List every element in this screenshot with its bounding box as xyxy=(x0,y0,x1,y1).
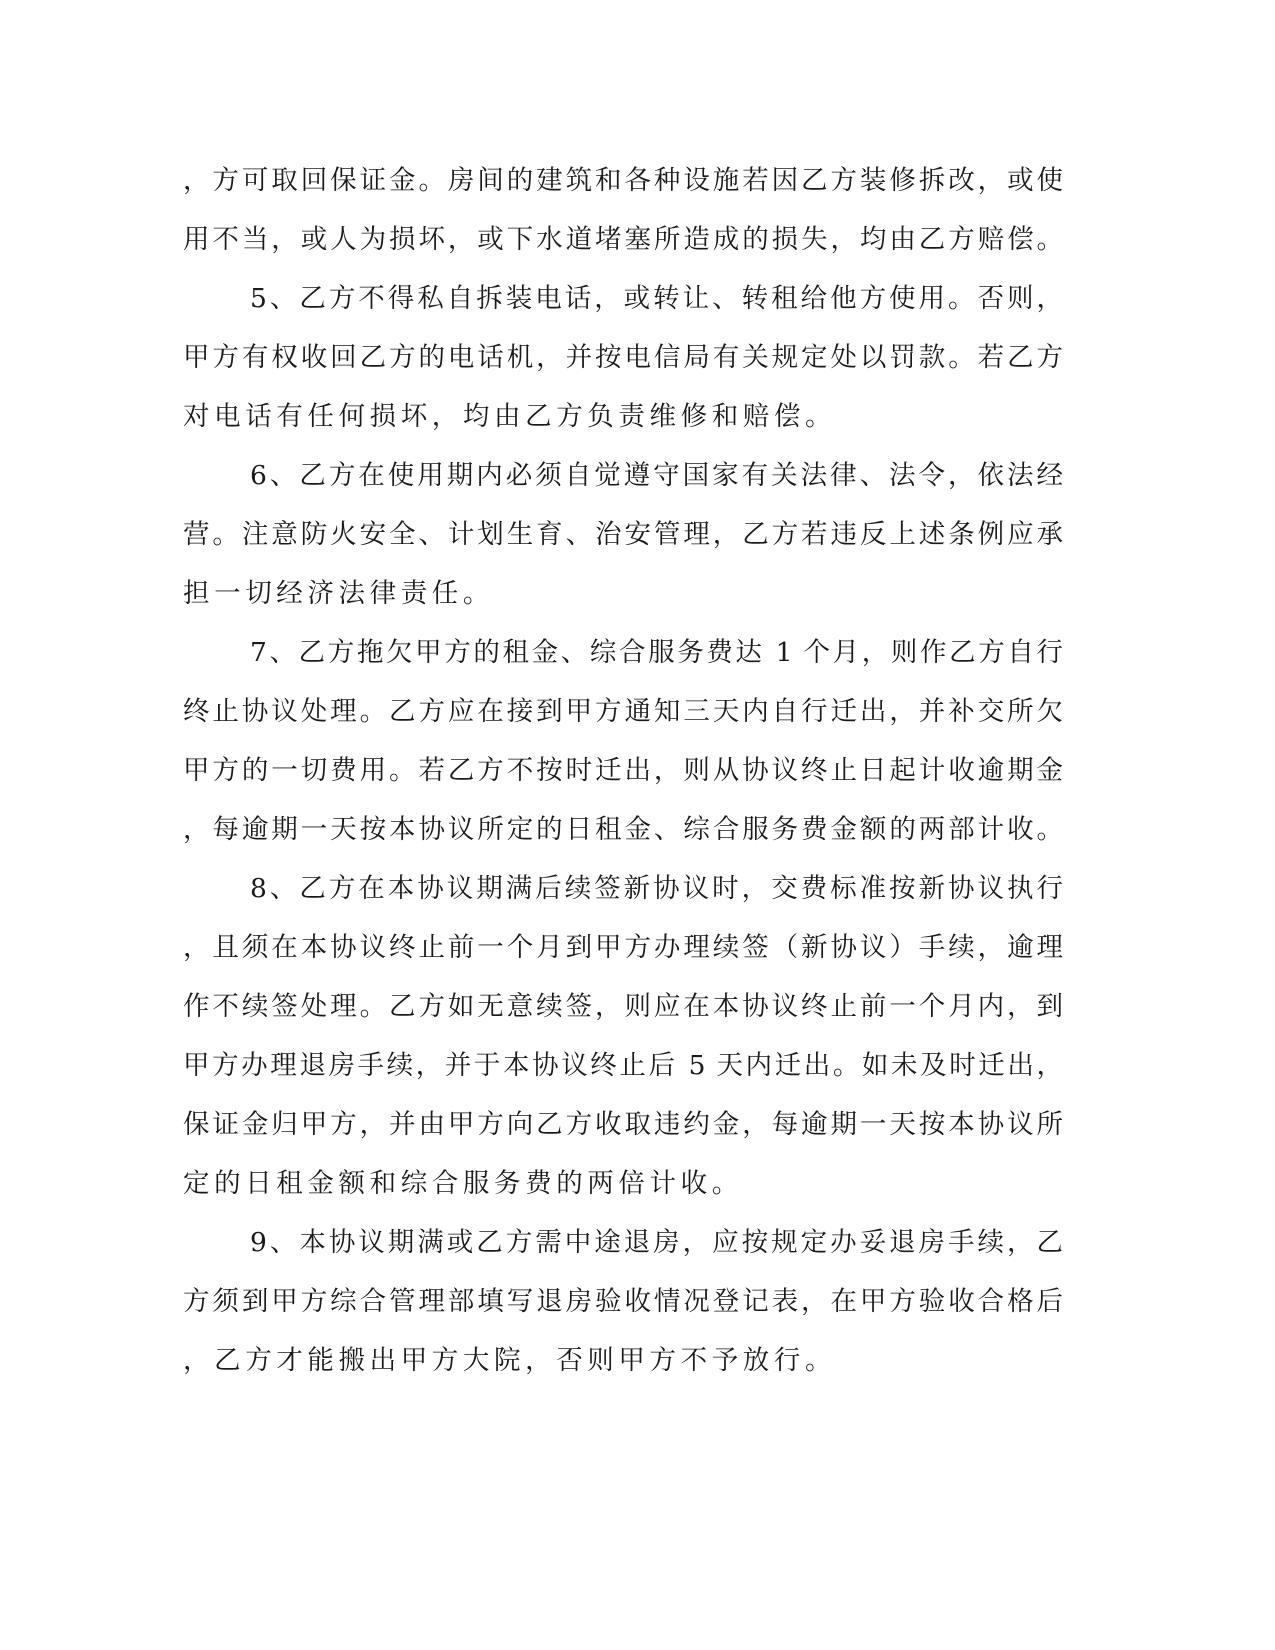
clause-8-first-line: 8、乙方在本协议期满后续签新协议时，交费标准按新协议执行 xyxy=(250,873,1063,904)
text-line: 对电话有任何损坏，均由乙方负责维修和赔偿。 xyxy=(183,401,837,432)
text-line: 作不续签处理。乙方如无意续签，则应在本协议终止前一个月内，到 xyxy=(183,991,1063,1022)
text-line: 定的日租金额和综合服务费的两倍计收。 xyxy=(183,1168,743,1199)
text-line: ，乙方才能搬出甲方大院，否则甲方不予放行。 xyxy=(183,1345,837,1376)
text-line: 甲方的一切费用。若乙方不按时迁出，则从协议终止日起计收逾期金 xyxy=(183,755,1063,786)
text-line: 甲方有权收回乙方的电话机，并按电信局有关规定处以罚款。若乙方 xyxy=(183,342,1063,373)
clause-9-first-line: 9、本协议期满或乙方需中途退房，应按规定办妥退房手续，乙 xyxy=(250,1227,1063,1258)
text-line: ，且须在本协议终止前一个月到甲方办理续签（新协议）手续，逾理 xyxy=(183,932,1063,963)
clause-6-first-line: 6、乙方在使用期内必须自觉遵守国家有关法律、法令，依法经 xyxy=(250,460,1063,491)
text-line: 甲方办理退房手续，并于本协议终止后 5 天内迁出。如未及时迁出， xyxy=(183,1050,1063,1081)
text-line: 用不当，或人为损坏，或下水道堵塞所造成的损失，均由乙方赔偿。 xyxy=(183,224,1063,255)
text-line: 保证金归甲方，并由甲方向乙方收取违约金，每逾期一天按本协议所 xyxy=(183,1109,1063,1140)
text-line: 终止协议处理。乙方应在接到甲方通知三天内自行迁出，并补交所欠 xyxy=(183,696,1063,727)
text-line: 方须到甲方综合管理部填写退房验收情况登记表，在甲方验收合格后 xyxy=(183,1286,1063,1317)
text-line: 营。注意防火安全、计划生育、治安管理，乙方若违反上述条例应承 xyxy=(183,519,1063,550)
text-line: 担一切经济法律责任。 xyxy=(183,578,494,609)
clause-5-first-line: 5、乙方不得私自拆装电话，或转让、转租给他方使用。否则， xyxy=(250,283,1063,314)
clause-7-first-line: 7、乙方拖欠甲方的租金、综合服务费达 1 个月，则作乙方自行 xyxy=(250,637,1063,668)
text-line: ，每逾期一天按本协议所定的日租金、综合服务费金额的两部计收。 xyxy=(183,814,1063,845)
text-line: ，方可取回保证金。房间的建筑和各种设施若因乙方装修拆改，或使 xyxy=(183,165,1063,196)
